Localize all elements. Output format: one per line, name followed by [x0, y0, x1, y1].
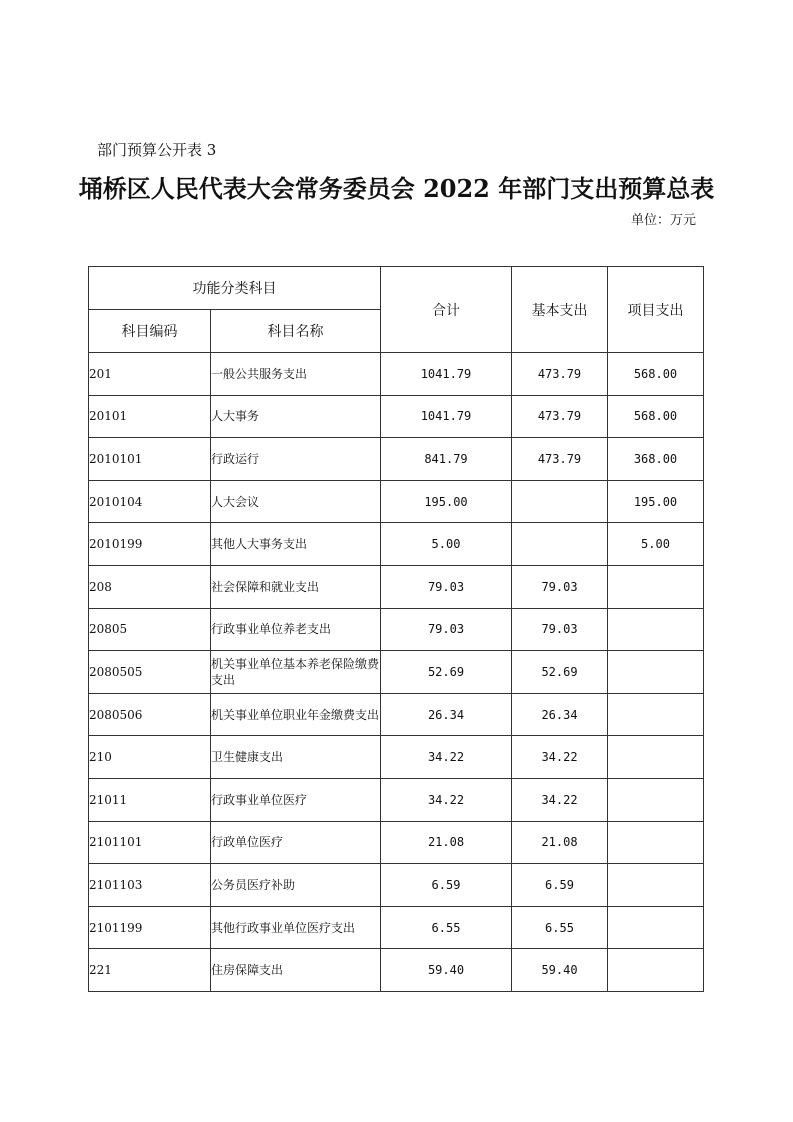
row-name: 其他人大事务支出 [211, 523, 381, 566]
row-project [608, 651, 704, 694]
row-name: 其他行政事业单位医疗支出 [211, 906, 381, 949]
header-project: 项目支出 [608, 267, 704, 353]
table-row [89, 693, 704, 736]
row-project: 568.00 [608, 353, 704, 396]
budget-table [88, 266, 704, 992]
row-name: 社会保障和就业支出 [211, 565, 381, 608]
row-project: 5.00 [608, 523, 704, 566]
row-project [608, 565, 704, 608]
table-row [89, 821, 704, 864]
table-row [89, 608, 704, 651]
page-title: 埇桥区人民代表大会常务委员会 2022 年部门支出预算总表 [78, 174, 715, 203]
row-project: 195.00 [608, 480, 704, 523]
table-row [89, 864, 704, 907]
row-project [608, 693, 704, 736]
row-name: 行政单位医疗 [211, 821, 381, 864]
row-project [608, 778, 704, 821]
row-basic: 59.40 [512, 949, 608, 992]
row-basic: 473.79 [512, 395, 608, 438]
row-code: 2080505 [89, 651, 211, 694]
table-body [89, 353, 704, 992]
table-row [89, 651, 704, 694]
row-total: 5.00 [381, 523, 512, 566]
table-row [89, 438, 704, 481]
table-row [89, 778, 704, 821]
row-total: 52.69 [381, 651, 512, 694]
table-row [89, 949, 704, 992]
row-code: 208 [89, 565, 211, 608]
row-total: 841.79 [381, 438, 512, 481]
row-code: 201 [89, 353, 211, 396]
row-total: 1041.79 [381, 395, 512, 438]
header-total: 合计 [381, 267, 512, 353]
row-basic [512, 480, 608, 523]
row-name: 一般公共服务支出 [211, 353, 381, 396]
header-name: 科目名称 [211, 310, 381, 353]
row-basic: 473.79 [512, 438, 608, 481]
row-name: 住房保障支出 [211, 949, 381, 992]
row-name: 行政事业单位养老支出 [211, 608, 381, 651]
row-project [608, 864, 704, 907]
row-name: 卫生健康支出 [211, 736, 381, 779]
row-project: 568.00 [608, 395, 704, 438]
row-code: 2010199 [89, 523, 211, 566]
table-row [89, 523, 704, 566]
row-project: 368.00 [608, 438, 704, 481]
unit-label: 单位：万元 [630, 213, 696, 228]
row-name: 行政事业单位医疗 [211, 778, 381, 821]
row-total: 1041.79 [381, 353, 512, 396]
row-code: 221 [89, 949, 211, 992]
row-total: 79.03 [381, 565, 512, 608]
row-total: 59.40 [381, 949, 512, 992]
row-basic: 52.69 [512, 651, 608, 694]
row-total: 6.55 [381, 906, 512, 949]
table-row [89, 480, 704, 523]
row-name: 人大会议 [211, 480, 381, 523]
row-code: 21011 [89, 778, 211, 821]
row-total: 34.22 [381, 736, 512, 779]
row-basic: 26.34 [512, 693, 608, 736]
row-basic: 34.22 [512, 778, 608, 821]
row-total: 26.34 [381, 693, 512, 736]
row-basic [512, 523, 608, 566]
table-row [89, 565, 704, 608]
row-name: 机关事业单位职业年金缴费支出 [211, 693, 381, 736]
table-number-label: 部门预算公开表 3 [97, 141, 217, 159]
row-code: 210 [89, 736, 211, 779]
header-function-category: 功能分类科目 [89, 267, 381, 310]
row-name: 公务员医疗补助 [211, 864, 381, 907]
row-code: 20805 [89, 608, 211, 651]
row-total: 21.08 [381, 821, 512, 864]
row-basic: 6.55 [512, 906, 608, 949]
header-basic: 基本支出 [512, 267, 608, 353]
row-project [608, 821, 704, 864]
row-basic: 473.79 [512, 353, 608, 396]
row-code: 2101103 [89, 864, 211, 907]
row-name: 人大事务 [211, 395, 381, 438]
row-code: 2080506 [89, 693, 211, 736]
table-row [89, 395, 704, 438]
row-project [608, 949, 704, 992]
row-name: 机关事业单位基本养老保险缴费支出 [211, 651, 381, 694]
row-code: 2010101 [89, 438, 211, 481]
row-total: 34.22 [381, 778, 512, 821]
row-basic: 79.03 [512, 608, 608, 651]
table-row [89, 736, 704, 779]
table-row [89, 906, 704, 949]
row-basic: 6.59 [512, 864, 608, 907]
table-row [89, 353, 704, 396]
header-code: 科目编码 [89, 310, 211, 353]
row-total: 79.03 [381, 608, 512, 651]
row-project [608, 608, 704, 651]
row-code: 2101199 [89, 906, 211, 949]
row-basic: 21.08 [512, 821, 608, 864]
row-code: 20101 [89, 395, 211, 438]
row-project [608, 736, 704, 779]
row-basic: 79.03 [512, 565, 608, 608]
row-project [608, 906, 704, 949]
row-total: 195.00 [381, 480, 512, 523]
row-total: 6.59 [381, 864, 512, 907]
row-code: 2101101 [89, 821, 211, 864]
row-code: 2010104 [89, 480, 211, 523]
row-basic: 34.22 [512, 736, 608, 779]
row-name: 行政运行 [211, 438, 381, 481]
